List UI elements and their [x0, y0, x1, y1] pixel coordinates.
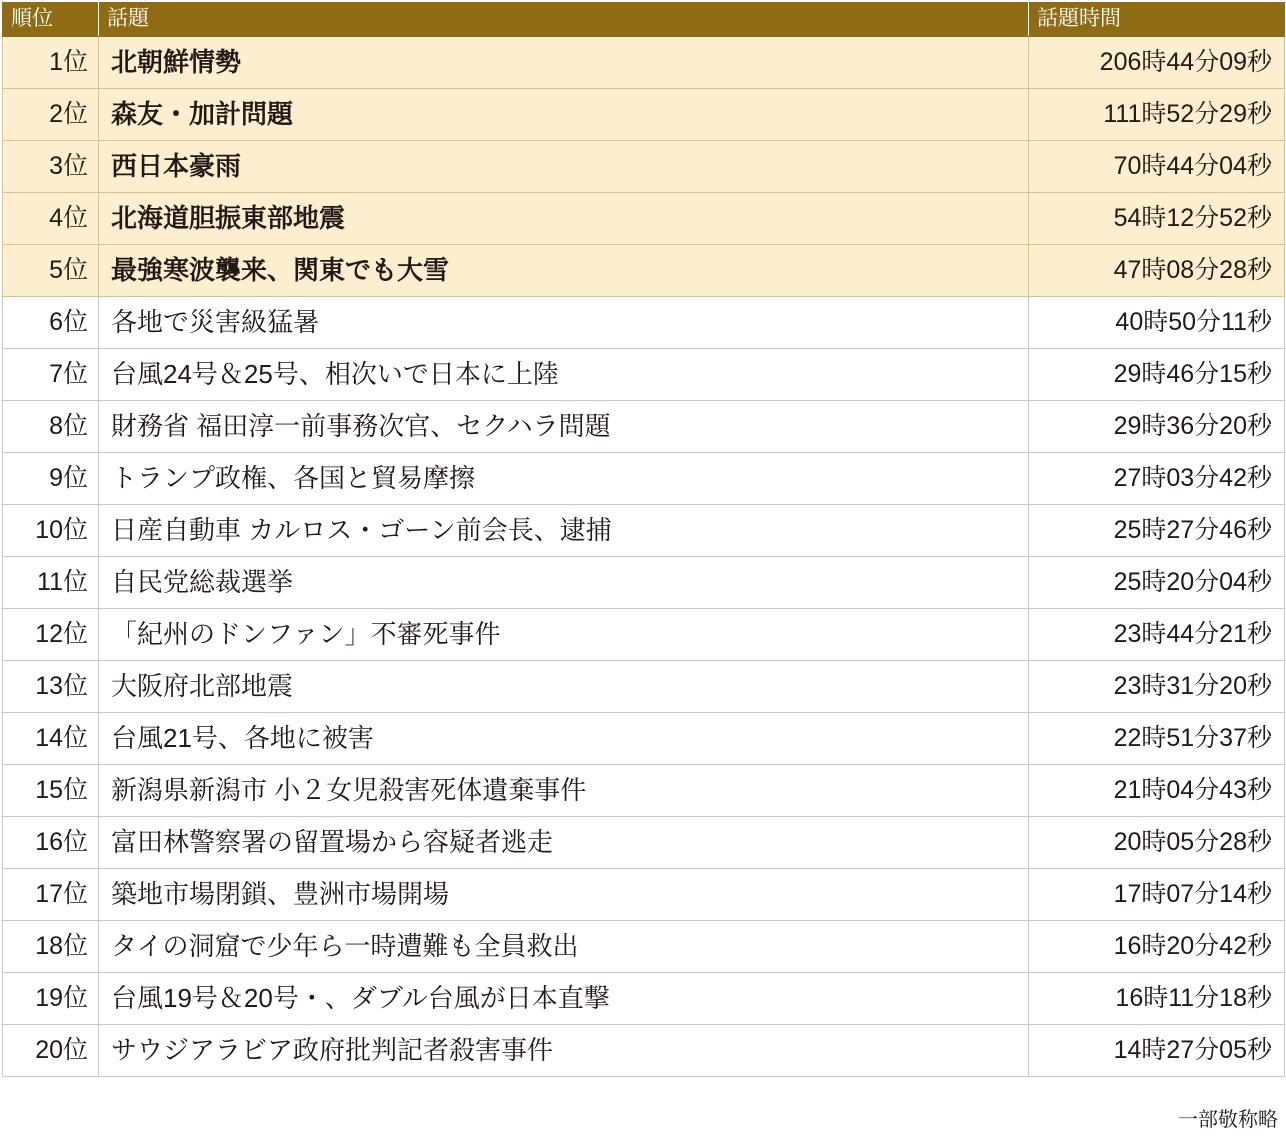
cell-topic: 北海道胆振東部地震: [99, 193, 1029, 245]
table-header-row: [3, 3, 1285, 37]
cell-time: 54時12分52秒: [1029, 193, 1285, 245]
column-header-time: 話題時間: [1029, 3, 1285, 37]
cell-rank: 4位: [3, 193, 99, 245]
cell-rank: 1位: [3, 37, 99, 89]
cell-time: 23時31分20秒: [1029, 661, 1285, 713]
table-row: [3, 661, 1285, 713]
table-row: [3, 89, 1285, 141]
table-row: [3, 765, 1285, 817]
table-row: [3, 297, 1285, 349]
cell-rank: 18位: [3, 921, 99, 973]
cell-topic: 台風24号＆25号、相次いで日本に上陸: [99, 349, 1029, 401]
cell-time: 206時44分09秒: [1029, 37, 1285, 89]
cell-time: 23時44分21秒: [1029, 609, 1285, 661]
cell-rank: 15位: [3, 765, 99, 817]
cell-topic: 「紀州のドンファン」不審死事件: [99, 609, 1029, 661]
cell-rank: 7位: [3, 349, 99, 401]
cell-time: 25時20分04秒: [1029, 557, 1285, 609]
cell-time: 111時52分29秒: [1029, 89, 1285, 141]
table-row: [3, 817, 1285, 869]
cell-topic: 財務省 福田淳一前事務次官、セクハラ問題: [99, 401, 1029, 453]
table-row: [3, 453, 1285, 505]
cell-time: 16時20分42秒: [1029, 921, 1285, 973]
table-body: [3, 37, 1285, 1077]
table-row: [3, 349, 1285, 401]
cell-time: 27時03分42秒: [1029, 453, 1285, 505]
cell-time: 20時05分28秒: [1029, 817, 1285, 869]
cell-rank: 6位: [3, 297, 99, 349]
cell-topic: 台風19号＆20号・、ダブル台風が日本直撃: [99, 973, 1029, 1025]
table-row: [3, 973, 1285, 1025]
cell-topic: 大阪府北部地震: [99, 661, 1029, 713]
cell-time: 47時08分28秒: [1029, 245, 1285, 297]
cell-rank: 14位: [3, 713, 99, 765]
table-row: [3, 245, 1285, 297]
cell-rank: 3位: [3, 141, 99, 193]
cell-topic: 富田林警察署の留置場から容疑者逃走: [99, 817, 1029, 869]
table-row: [3, 921, 1285, 973]
cell-topic: 新潟県新潟市 小２女児殺害死体遺棄事件: [99, 765, 1029, 817]
cell-topic: 西日本豪雨: [99, 141, 1029, 193]
table-header: [3, 3, 1285, 37]
cell-time: 25時27分46秒: [1029, 505, 1285, 557]
cell-topic: 台風21号、各地に被害: [99, 713, 1029, 765]
cell-topic: 自民党総裁選挙: [99, 557, 1029, 609]
cell-topic: トランプ政権、各国と貿易摩擦: [99, 453, 1029, 505]
table-row: [3, 713, 1285, 765]
cell-rank: 5位: [3, 245, 99, 297]
cell-rank: 19位: [3, 973, 99, 1025]
cell-rank: 16位: [3, 817, 99, 869]
table-row: [3, 37, 1285, 89]
cell-time: 16時11分18秒: [1029, 973, 1285, 1025]
cell-time: 17時07分14秒: [1029, 869, 1285, 921]
cell-rank: 11位: [3, 557, 99, 609]
table-row: [3, 869, 1285, 921]
cell-time: 70時44分04秒: [1029, 141, 1285, 193]
cell-rank: 10位: [3, 505, 99, 557]
table-row: [3, 505, 1285, 557]
cell-topic: 各地で災害級猛暑: [99, 297, 1029, 349]
cell-topic: 日産自動車 カルロス・ゴーン前会長、逮捕: [99, 505, 1029, 557]
cell-topic: サウジアラビア政府批判記者殺害事件: [99, 1025, 1029, 1077]
cell-topic: 北朝鮮情勢: [99, 37, 1029, 89]
column-header-rank: 順位: [3, 3, 99, 37]
cell-rank: 9位: [3, 453, 99, 505]
cell-time: 29時46分15秒: [1029, 349, 1285, 401]
cell-rank: 20位: [3, 1025, 99, 1077]
cell-topic: 築地市場閉鎖、豊洲市場開場: [99, 869, 1029, 921]
cell-time: 22時51分37秒: [1029, 713, 1285, 765]
cell-rank: 17位: [3, 869, 99, 921]
cell-time: 40時50分11秒: [1029, 297, 1285, 349]
cell-topic: 森友・加計問題: [99, 89, 1029, 141]
cell-rank: 13位: [3, 661, 99, 713]
table-row: [3, 1025, 1285, 1077]
cell-rank: 2位: [3, 89, 99, 141]
footnote: 一部敬称略: [1178, 1109, 1278, 1131]
table-row: [3, 401, 1285, 453]
column-header-topic: 話題: [99, 3, 1029, 37]
cell-topic: 最強寒波襲来、関東でも大雪: [99, 245, 1029, 297]
ranking-table-page: [0, 2, 1286, 1140]
ranking-table: [2, 2, 1285, 1077]
cell-time: 29時36分20秒: [1029, 401, 1285, 453]
cell-time: 14時27分05秒: [1029, 1025, 1285, 1077]
table-row: [3, 557, 1285, 609]
cell-topic: タイの洞窟で少年ら一時遭難も全員救出: [99, 921, 1029, 973]
table-row: [3, 141, 1285, 193]
cell-rank: 12位: [3, 609, 99, 661]
table-row: [3, 193, 1285, 245]
cell-rank: 8位: [3, 401, 99, 453]
cell-time: 21時04分43秒: [1029, 765, 1285, 817]
table-row: [3, 609, 1285, 661]
